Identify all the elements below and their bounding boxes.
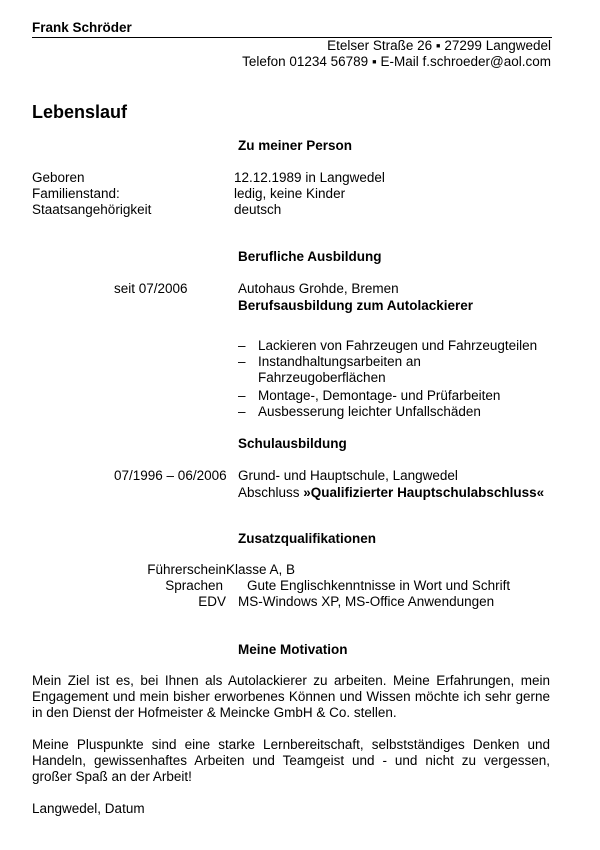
person-value: deutsch	[234, 202, 282, 217]
person-value: 12.12.1989 in Langwedel	[234, 170, 385, 185]
person-label: Geboren	[32, 170, 85, 185]
closing-place-date: Langwedel, Datum	[32, 801, 145, 816]
school-date: 07/1996 – 06/2006	[114, 468, 227, 483]
motivation-paragraph-2: Meine Pluspunkte sind eine starke Lernbereitschaft, selbstständiges Denken und Handeln, gewissenhaftes Arbeiten und Teamgeist und - und nicht zu vergessen, großer Spaß an der Arbeit!	[32, 737, 550, 784]
extra-value: MS-Windows XP, MS-Office Anwendungen	[238, 594, 495, 609]
list-item: – Instandhaltungsarbeiten an	[238, 354, 421, 369]
person-value: ledig, keine Kinder	[234, 186, 346, 201]
extra-label: EDV	[198, 594, 226, 609]
school-degree: Abschluss »Qualifizierter Hauptschulabschluss«	[238, 485, 545, 500]
list-item: – Lackieren von Fahrzeugen und Fahrzeugteilen	[238, 338, 538, 353]
section-heading-training: Berufliche Ausbildung	[238, 249, 382, 264]
contact-line: Telefon 01234 56789 ▪ E-Mail f.schroeder@aol.com	[242, 54, 551, 69]
address-line: Etelser Straße 26 ▪ 27299 Langwedel	[327, 38, 551, 53]
section-heading-extra: Zusatzqualifikationen	[238, 531, 377, 546]
extra-label: Führerschein	[147, 562, 226, 577]
section-heading-motivation: Meine Motivation	[238, 642, 348, 657]
training-company: Autohaus Grohde, Bremen	[238, 281, 399, 296]
list-item: – Ausbesserung leichter Unfallschäden	[238, 404, 481, 419]
applicant-name: Frank Schröder	[32, 20, 132, 35]
dash-bullet: –	[238, 404, 246, 419]
section-heading-school: Schulausbildung	[238, 436, 347, 451]
list-item-continuation: Fahrzeugoberflächen	[258, 370, 386, 385]
training-date: seit 07/2006	[114, 281, 188, 296]
document-title: Lebenslauf	[32, 102, 128, 122]
extra-value: Klasse A, B	[226, 562, 296, 577]
extra-value: Gute Englischkenntnisse in Wort und Schrift	[247, 578, 511, 593]
dash-bullet: –	[238, 338, 246, 353]
school-name: Grund- und Hauptschule, Langwedel	[238, 468, 458, 483]
section-heading-person: Zu meiner Person	[238, 138, 353, 153]
person-label: Staatsangehörigkeit	[32, 202, 152, 217]
dash-bullet: –	[238, 354, 246, 369]
training-position: Berufsausbildung zum Autolackierer	[238, 298, 474, 313]
person-label: Familienstand:	[32, 186, 120, 201]
motivation-paragraph-1: Mein Ziel ist es, bei Ihnen als Autolackierer zu arbeiten. Meine Erfahrungen, mein Engagement und mein bisher erworbenes Können und Wissen möchte ich sehr gerne in den Dienst der Hofmeister & Meincke GmbH & Co. stellen.	[32, 673, 550, 720]
dash-bullet: –	[238, 388, 246, 403]
list-item: – Montage-, Demontage- und Prüfarbeiten	[238, 388, 501, 403]
extra-label: Sprachen	[165, 578, 223, 593]
